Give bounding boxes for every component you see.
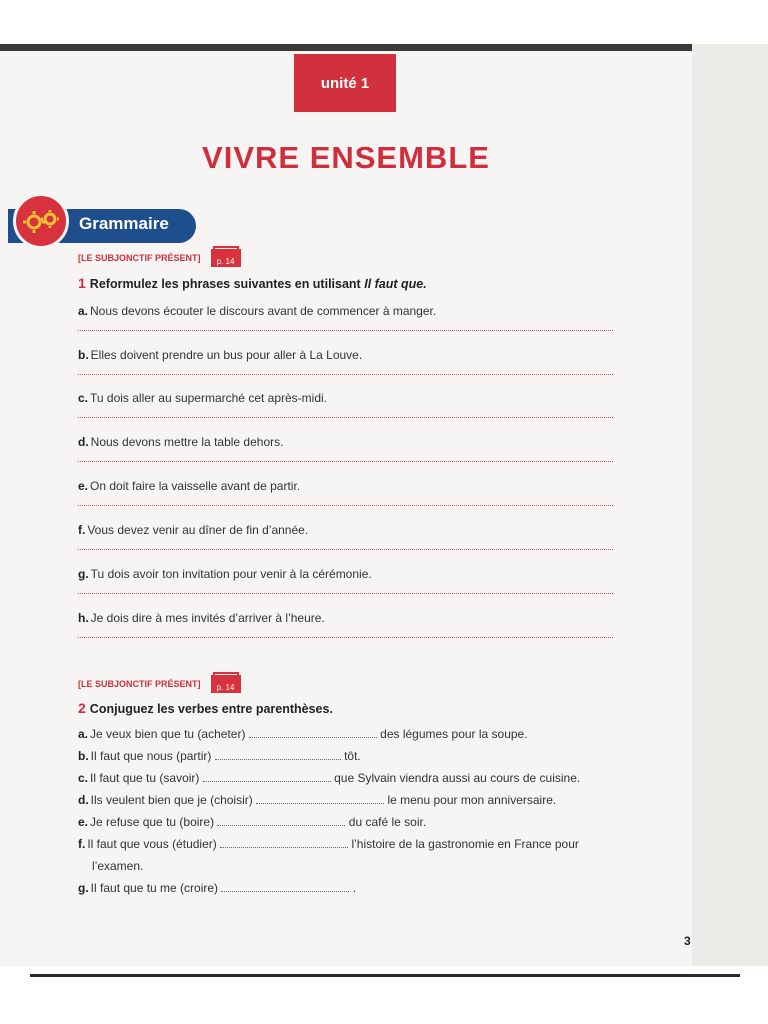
answer-line[interactable] [78, 417, 613, 418]
exercise-2-item: g. Il faut que tu me (croire) . [78, 881, 357, 895]
blank-field[interactable] [203, 771, 331, 782]
exercise-2-item: f. Il faut que vous (étudier) l’histoire de la gastronomie en France pour [78, 837, 579, 851]
answer-line[interactable] [78, 505, 613, 506]
page-title: VIVRE ENSEMBLE [202, 140, 490, 175]
answer-line[interactable] [78, 637, 613, 638]
exercise-2-tag: [LE SUBJONCTIF PRÉSENT] [78, 679, 201, 689]
answer-line[interactable] [78, 549, 613, 550]
exercise-2-items [78, 723, 608, 899]
answer-line[interactable] [78, 374, 613, 375]
page-number: 3 [684, 934, 691, 948]
exercise-1-tag-row [78, 249, 241, 267]
exercise-2-item: c. Il faut que tu (savoir) que Sylvain viendra aussi au cours de cuisine. [78, 771, 581, 785]
exercise-2-number: 2 [78, 700, 86, 716]
exercise-1-item: a. Nous devons écouter le discours avant de commencer à manger. [78, 304, 613, 331]
page-reference-book-icon: p. 14 [211, 675, 241, 693]
blank-field[interactable] [249, 727, 377, 738]
answer-line[interactable] [78, 461, 613, 462]
exercise-1-item: c. Tu dois aller au supermarché cet après-midi. [78, 391, 613, 418]
exercise-1-item: g. Tu dois avoir ton invitation pour venir à la cérémonie. [78, 567, 613, 594]
blank-field[interactable] [217, 815, 345, 826]
exercise-2-item: b. Il faut que nous (partir) tôt. [78, 749, 361, 763]
exercise-1-item: d. Nous devons mettre la table dehors. [78, 435, 613, 462]
gears-icon [13, 193, 69, 249]
exercise-2-item: a. Je veux bien que tu (acheter) des légumes pour la soupe. [78, 727, 528, 741]
exercise-1-item: f. Vous devez venir au dîner de fin d’année. [78, 523, 613, 550]
exercise-1-item: e. On doit faire la vaisselle avant de partir. [78, 479, 613, 506]
blank-field[interactable] [256, 793, 384, 804]
page-bottom-edge [30, 974, 740, 977]
exercise-1-tag: [LE SUBJONCTIF PRÉSENT] [78, 253, 201, 263]
page-reference-book-icon: p. 14 [211, 249, 241, 267]
answer-line[interactable] [78, 330, 613, 331]
exercise-1-instruction: 1 Reformulez les phrases suivantes en utilisant Il faut que. [78, 275, 427, 291]
exercise-2-instruction: 2 Conjuguez les verbes entre parenthèses. [78, 700, 333, 716]
exercise-2-item: e. Je refuse que tu (boire) du café le soir. [78, 815, 427, 829]
exercise-1-item: b. Elles doivent prendre un bus pour aller à La Louve. [78, 348, 613, 375]
exercise-2-item: d. Ils veulent bien que je (choisir) le menu pour mon anniversaire. [78, 793, 557, 807]
exercise-2-item-continuation: l’examen. [92, 859, 144, 873]
exercise-2-tag-row [78, 675, 241, 693]
scan-top-margin [0, 0, 768, 44]
blank-field[interactable] [220, 837, 348, 848]
blank-field[interactable] [221, 881, 349, 892]
unit-badge: unité 1 [294, 54, 396, 112]
blank-field[interactable] [215, 749, 341, 760]
scan-right-margin [692, 44, 768, 974]
answer-line[interactable] [78, 593, 613, 594]
page-top-edge [0, 44, 692, 51]
exercise-1-item: h. Je dois dire à mes invités d’arriver à l’heure. [78, 611, 613, 638]
exercise-1-number: 1 [78, 275, 86, 291]
section-label: Grammaire [79, 214, 169, 233]
